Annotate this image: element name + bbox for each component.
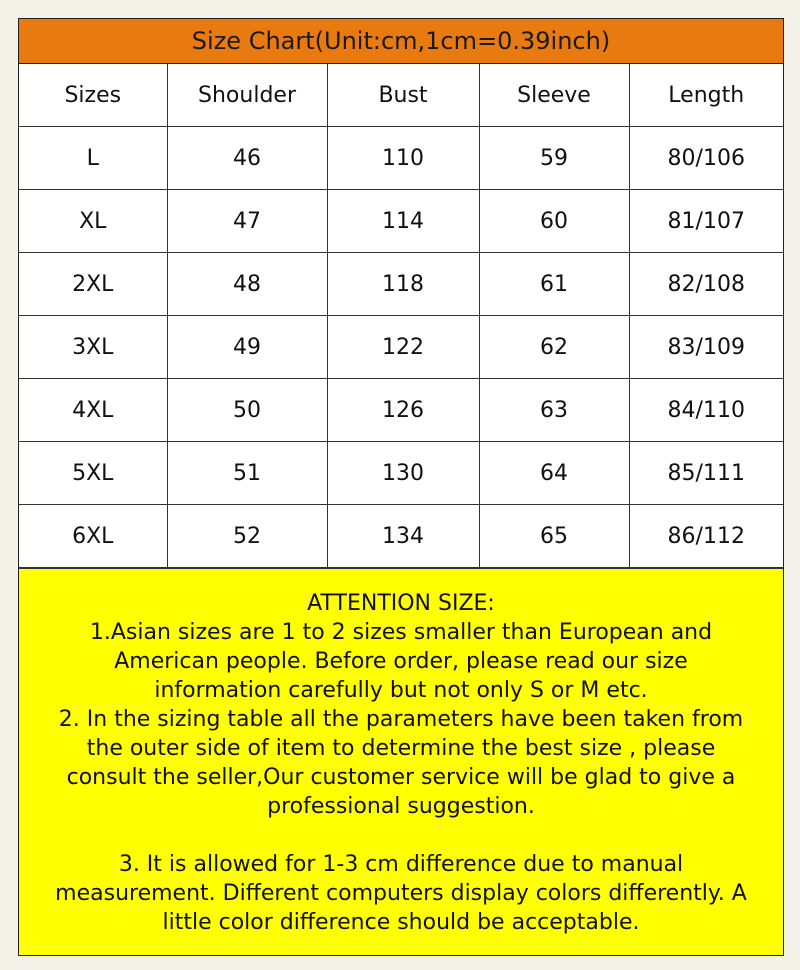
cell-size: 2XL	[19, 253, 167, 316]
cell-shoulder: 47	[167, 190, 327, 253]
cell-length: 82/108	[629, 253, 783, 316]
spacer	[19, 821, 783, 850]
note-1-line-3: information carefully but not only S or M etc.	[154, 678, 648, 703]
cell-size: 3XL	[19, 316, 167, 379]
size-chart	[18, 18, 784, 956]
cell-sleeve: 62	[479, 316, 629, 379]
cell-shoulder: 49	[167, 316, 327, 379]
cell-length: 85/111	[629, 442, 783, 505]
cell-sleeve: 64	[479, 442, 629, 505]
cell-shoulder: 51	[167, 442, 327, 505]
note-3-line-2: measurement. Different computers display colors differently. A	[55, 881, 747, 906]
note-2-line-1: 2. In the sizing table all the parameters have been taken from	[58, 707, 744, 732]
note-1-line-1: 1.Asian sizes are 1 to 2 sizes smaller than European and	[89, 620, 713, 645]
cell-size: XL	[19, 190, 167, 253]
cell-sleeve: 61	[479, 253, 629, 316]
cell-bust: 134	[327, 505, 479, 568]
header-length: Length	[629, 64, 783, 127]
cell-bust: 126	[327, 379, 479, 442]
table-row	[19, 253, 783, 316]
chart-title	[19, 19, 783, 64]
cell-size: 5XL	[19, 442, 167, 505]
table-row	[19, 505, 783, 568]
header-sleeve: Sleeve	[479, 64, 629, 127]
cell-bust: 110	[327, 127, 479, 190]
note-3-line-3: little color difference should be acceptable.	[162, 910, 640, 935]
cell-sleeve: 63	[479, 379, 629, 442]
cell-shoulder: 48	[167, 253, 327, 316]
cell-length: 80/106	[629, 127, 783, 190]
cell-shoulder: 46	[167, 127, 327, 190]
cell-bust: 118	[327, 253, 479, 316]
header-bust: Bust	[327, 64, 479, 127]
cell-sleeve: 60	[479, 190, 629, 253]
cell-length: 84/110	[629, 379, 783, 442]
note-2-line-3: consult the seller,Our customer service will be glad to give a	[66, 765, 736, 790]
cell-bust: 114	[327, 190, 479, 253]
table-header-row	[19, 64, 783, 127]
cell-length: 83/109	[629, 316, 783, 379]
note-2-line-2: the outer side of item to determine the best size , please	[86, 736, 716, 761]
cell-size: L	[19, 127, 167, 190]
size-table	[19, 64, 783, 568]
cell-bust: 130	[327, 442, 479, 505]
cell-length: 86/112	[629, 505, 783, 568]
cell-shoulder: 52	[167, 505, 327, 568]
attention-notice	[19, 568, 783, 955]
header-sizes: Sizes	[19, 64, 167, 127]
chart-title-text: Size Chart(Unit:cm,1cm=0.39inch)	[191, 27, 611, 55]
table-row	[19, 127, 783, 190]
table-row	[19, 379, 783, 442]
note-2-line-4: professional suggestion.	[267, 794, 535, 819]
attention-heading: ATTENTION SIZE:	[307, 591, 495, 616]
header-shoulder: Shoulder	[167, 64, 327, 127]
table-row	[19, 316, 783, 379]
note-1-line-2: American people. Before order, please read our size	[114, 649, 688, 674]
cell-sleeve: 59	[479, 127, 629, 190]
cell-size: 6XL	[19, 505, 167, 568]
note-3-line-1: 3. It is allowed for 1-3 cm difference due to manual	[118, 852, 684, 877]
cell-length: 81/107	[629, 190, 783, 253]
table-row	[19, 190, 783, 253]
table-row	[19, 442, 783, 505]
cell-size: 4XL	[19, 379, 167, 442]
cell-shoulder: 50	[167, 379, 327, 442]
cell-bust: 122	[327, 316, 479, 379]
cell-sleeve: 65	[479, 505, 629, 568]
